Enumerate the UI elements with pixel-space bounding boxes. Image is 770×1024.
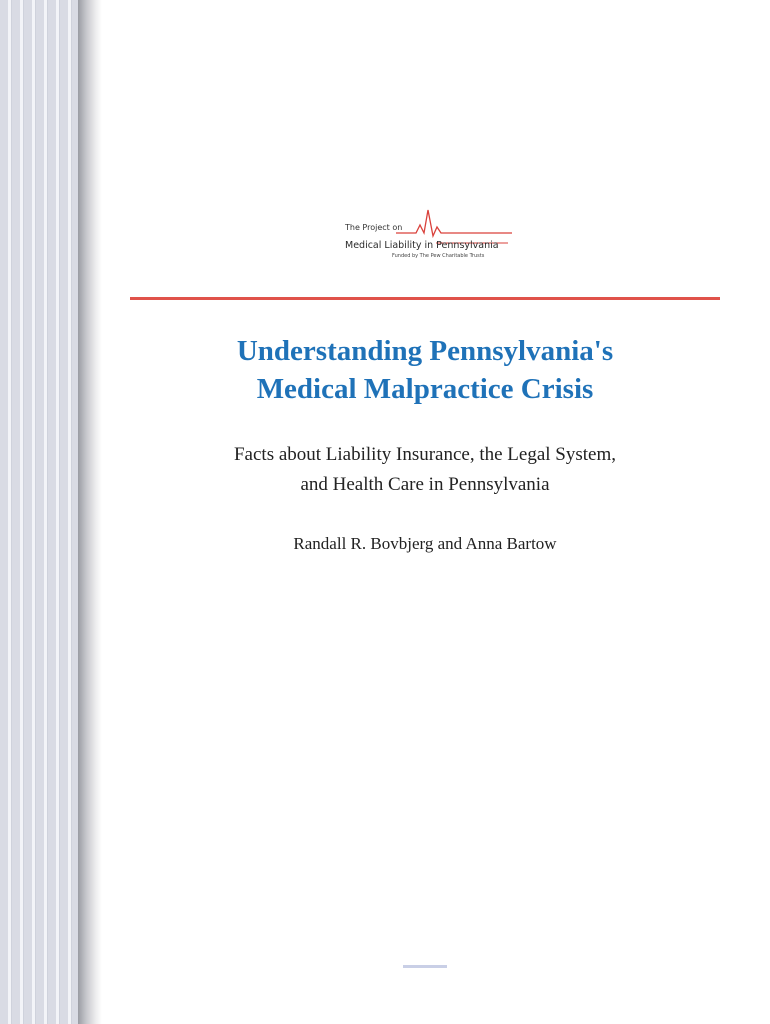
subtitle-line-1: Facts about Liability Insurance, the Legal System,: [233, 444, 616, 465]
logo-line-funder: Funded by The Pew Charitable Trusts: [392, 253, 485, 259]
authors: Randall R. Bovbjerg and Anna Bartow: [293, 534, 557, 553]
title-line-1: Understanding Pennsylvania's: [236, 335, 614, 367]
title-line-2: Medical Malpractice Crisis: [256, 373, 594, 405]
logo-line-project: The Project on: [345, 223, 403, 232]
project-logo: [340, 206, 512, 264]
spine-shadow: [78, 0, 102, 1024]
logo-line-name: Medical Liability in Pennsylvania: [345, 240, 499, 251]
title-rule: [130, 297, 720, 300]
subtitle-line-2: and Health Care in Pennsylvania: [300, 474, 550, 495]
document-subtitle: [130, 440, 720, 500]
decorative-side-stripes: [0, 0, 82, 1024]
document-title: [130, 332, 720, 408]
footer-mark: [403, 965, 447, 968]
